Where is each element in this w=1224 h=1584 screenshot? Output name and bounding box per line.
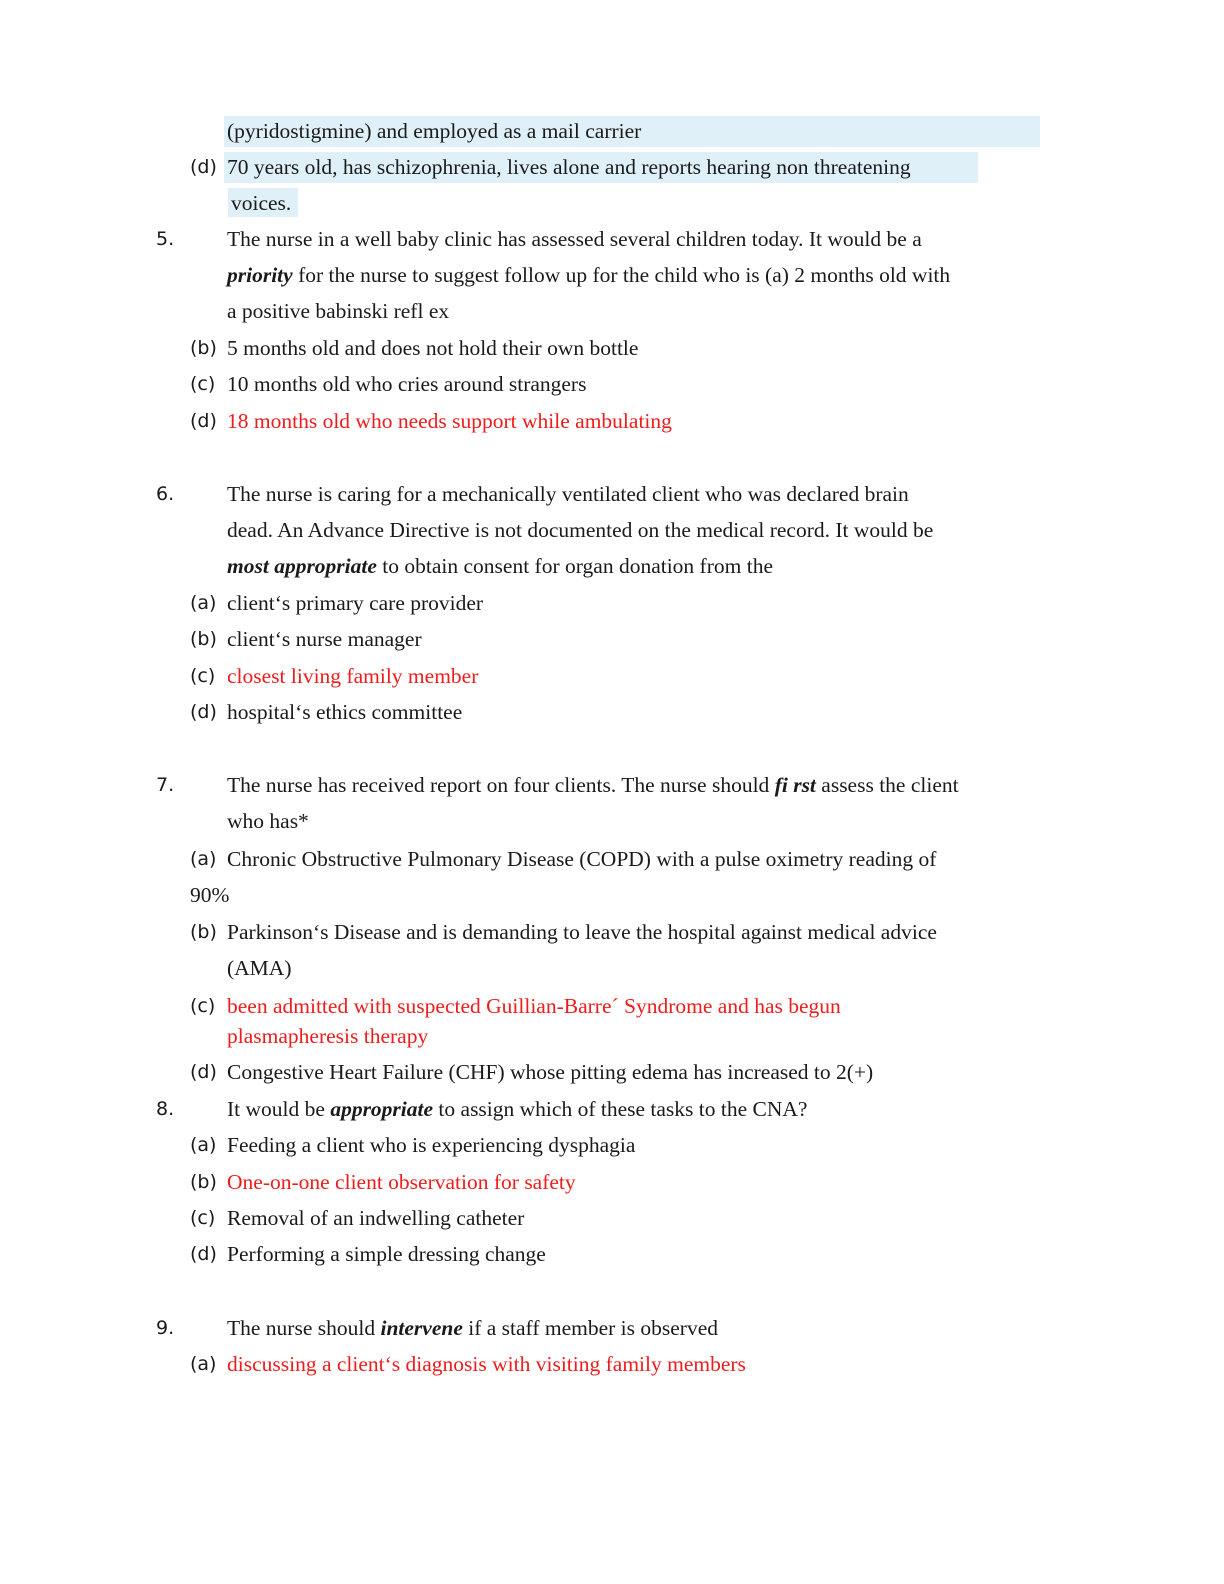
question-number: 5. [156,228,175,250]
emphasis: intervene [380,1316,463,1340]
correct-answer: closest living family member [227,664,479,688]
option-text: Feeding a client who is experiencing dysphagia [227,1133,636,1157]
question-text: The nurse in a well baby clinic has assessed several children today. It would be a [227,227,922,251]
question-text [227,770,959,800]
option-label: (b) [190,921,217,943]
option-label: (c) [190,665,216,687]
question-text [227,260,950,290]
correct-answer: 18 months old who needs support while ambulating [227,409,672,433]
option-label: (a) [190,1353,217,1375]
question-text-rest: to assign which of these tasks to the CNA? [433,1097,808,1121]
question-text-pre: The nurse should [227,1316,381,1340]
option-label: (d) [190,1243,217,1265]
option-label: (d) [190,410,217,432]
option-text: Removal of an indwelling catheter [227,1206,525,1230]
continuation-line: (pyridostigmine) and employed as a mail carrier [227,119,642,143]
question-text: The nurse is caring for a mechanically ventilated client who was declared brain [227,482,909,506]
question-text: a positive babinski refl ex [227,299,450,323]
correct-answer: discussing a client‘s diagnosis with visiting family members [227,1352,746,1376]
option-label: (b) [190,1171,217,1193]
emphasis: appropriate [330,1097,434,1121]
question-number: 7. [156,774,175,796]
question-text-rest: assess the client [815,773,959,797]
option-label: (c) [190,373,216,395]
correct-answer: One-on-one client observation for safety [227,1170,576,1194]
option-text: 5 months old and does not hold their own bottle [227,336,639,360]
option-label: (a) [190,848,217,870]
option-label: (d) [190,701,217,723]
option-label: (c) [190,995,216,1017]
option-text: Congestive Heart Failure (CHF) whose pitting edema has increased to 2(+) [227,1060,874,1084]
option-text-wrap: 90% [190,883,230,907]
option-text: Parkinson‘s Disease and is demanding to leave the hospital against medical advice [227,920,937,944]
question-text: who has* [227,809,309,833]
emphasis: most appropriate [227,554,377,578]
correct-answer-wrap: plasmapheresis therapy [227,1024,429,1048]
emphasis: priority [227,263,293,287]
question-text-rest: if a staff member is observed [462,1316,719,1340]
option-label: (c) [190,1207,216,1229]
question-number: 8. [156,1098,175,1120]
option-label: (a) [190,1134,217,1156]
question-text [227,1094,807,1124]
option-text: 10 months old who cries around strangers [227,372,587,396]
question-text-rest: for the nurse to suggest follow up for the child who is (a) 2 months old with [292,263,951,287]
question-number: 6. [156,483,175,505]
option-text-wrap: (AMA) [227,956,292,980]
emphasis: fi rst [774,773,816,797]
question-text [227,551,773,581]
option-label: (a) [190,592,217,614]
option-text: Chronic Obstructive Pulmonary Disease (COPD) with a pulse oximetry reading of [227,847,937,871]
option-text-wrap: voices. [231,191,292,215]
question-number: 9. [156,1317,175,1339]
question-text-rest: to obtain consent for organ donation from the [376,554,773,578]
option-label: (b) [190,337,217,359]
option-text: 70 years old, has schizophrenia, lives alone and reports hearing non threatening [227,155,911,179]
question-text-pre: The nurse has received report on four clients. The nurse should [227,773,775,797]
question-text [227,1313,718,1343]
option-text: client‘s primary care provider [227,591,484,615]
option-label: (b) [190,628,217,650]
option-label: (d) [190,1061,217,1083]
option-text: Performing a simple dressing change [227,1242,546,1266]
option-text: hospital‘s ethics committee [227,700,463,724]
option-label: (d) [190,156,217,178]
question-text: dead. An Advance Directive is not documented on the medical record. It would be [227,518,934,542]
question-text-pre: It would be [227,1097,331,1121]
correct-answer: been admitted with suspected Guillian-Barre´ Syndrome and has begun [227,994,841,1018]
option-text: client‘s nurse manager [227,627,422,651]
